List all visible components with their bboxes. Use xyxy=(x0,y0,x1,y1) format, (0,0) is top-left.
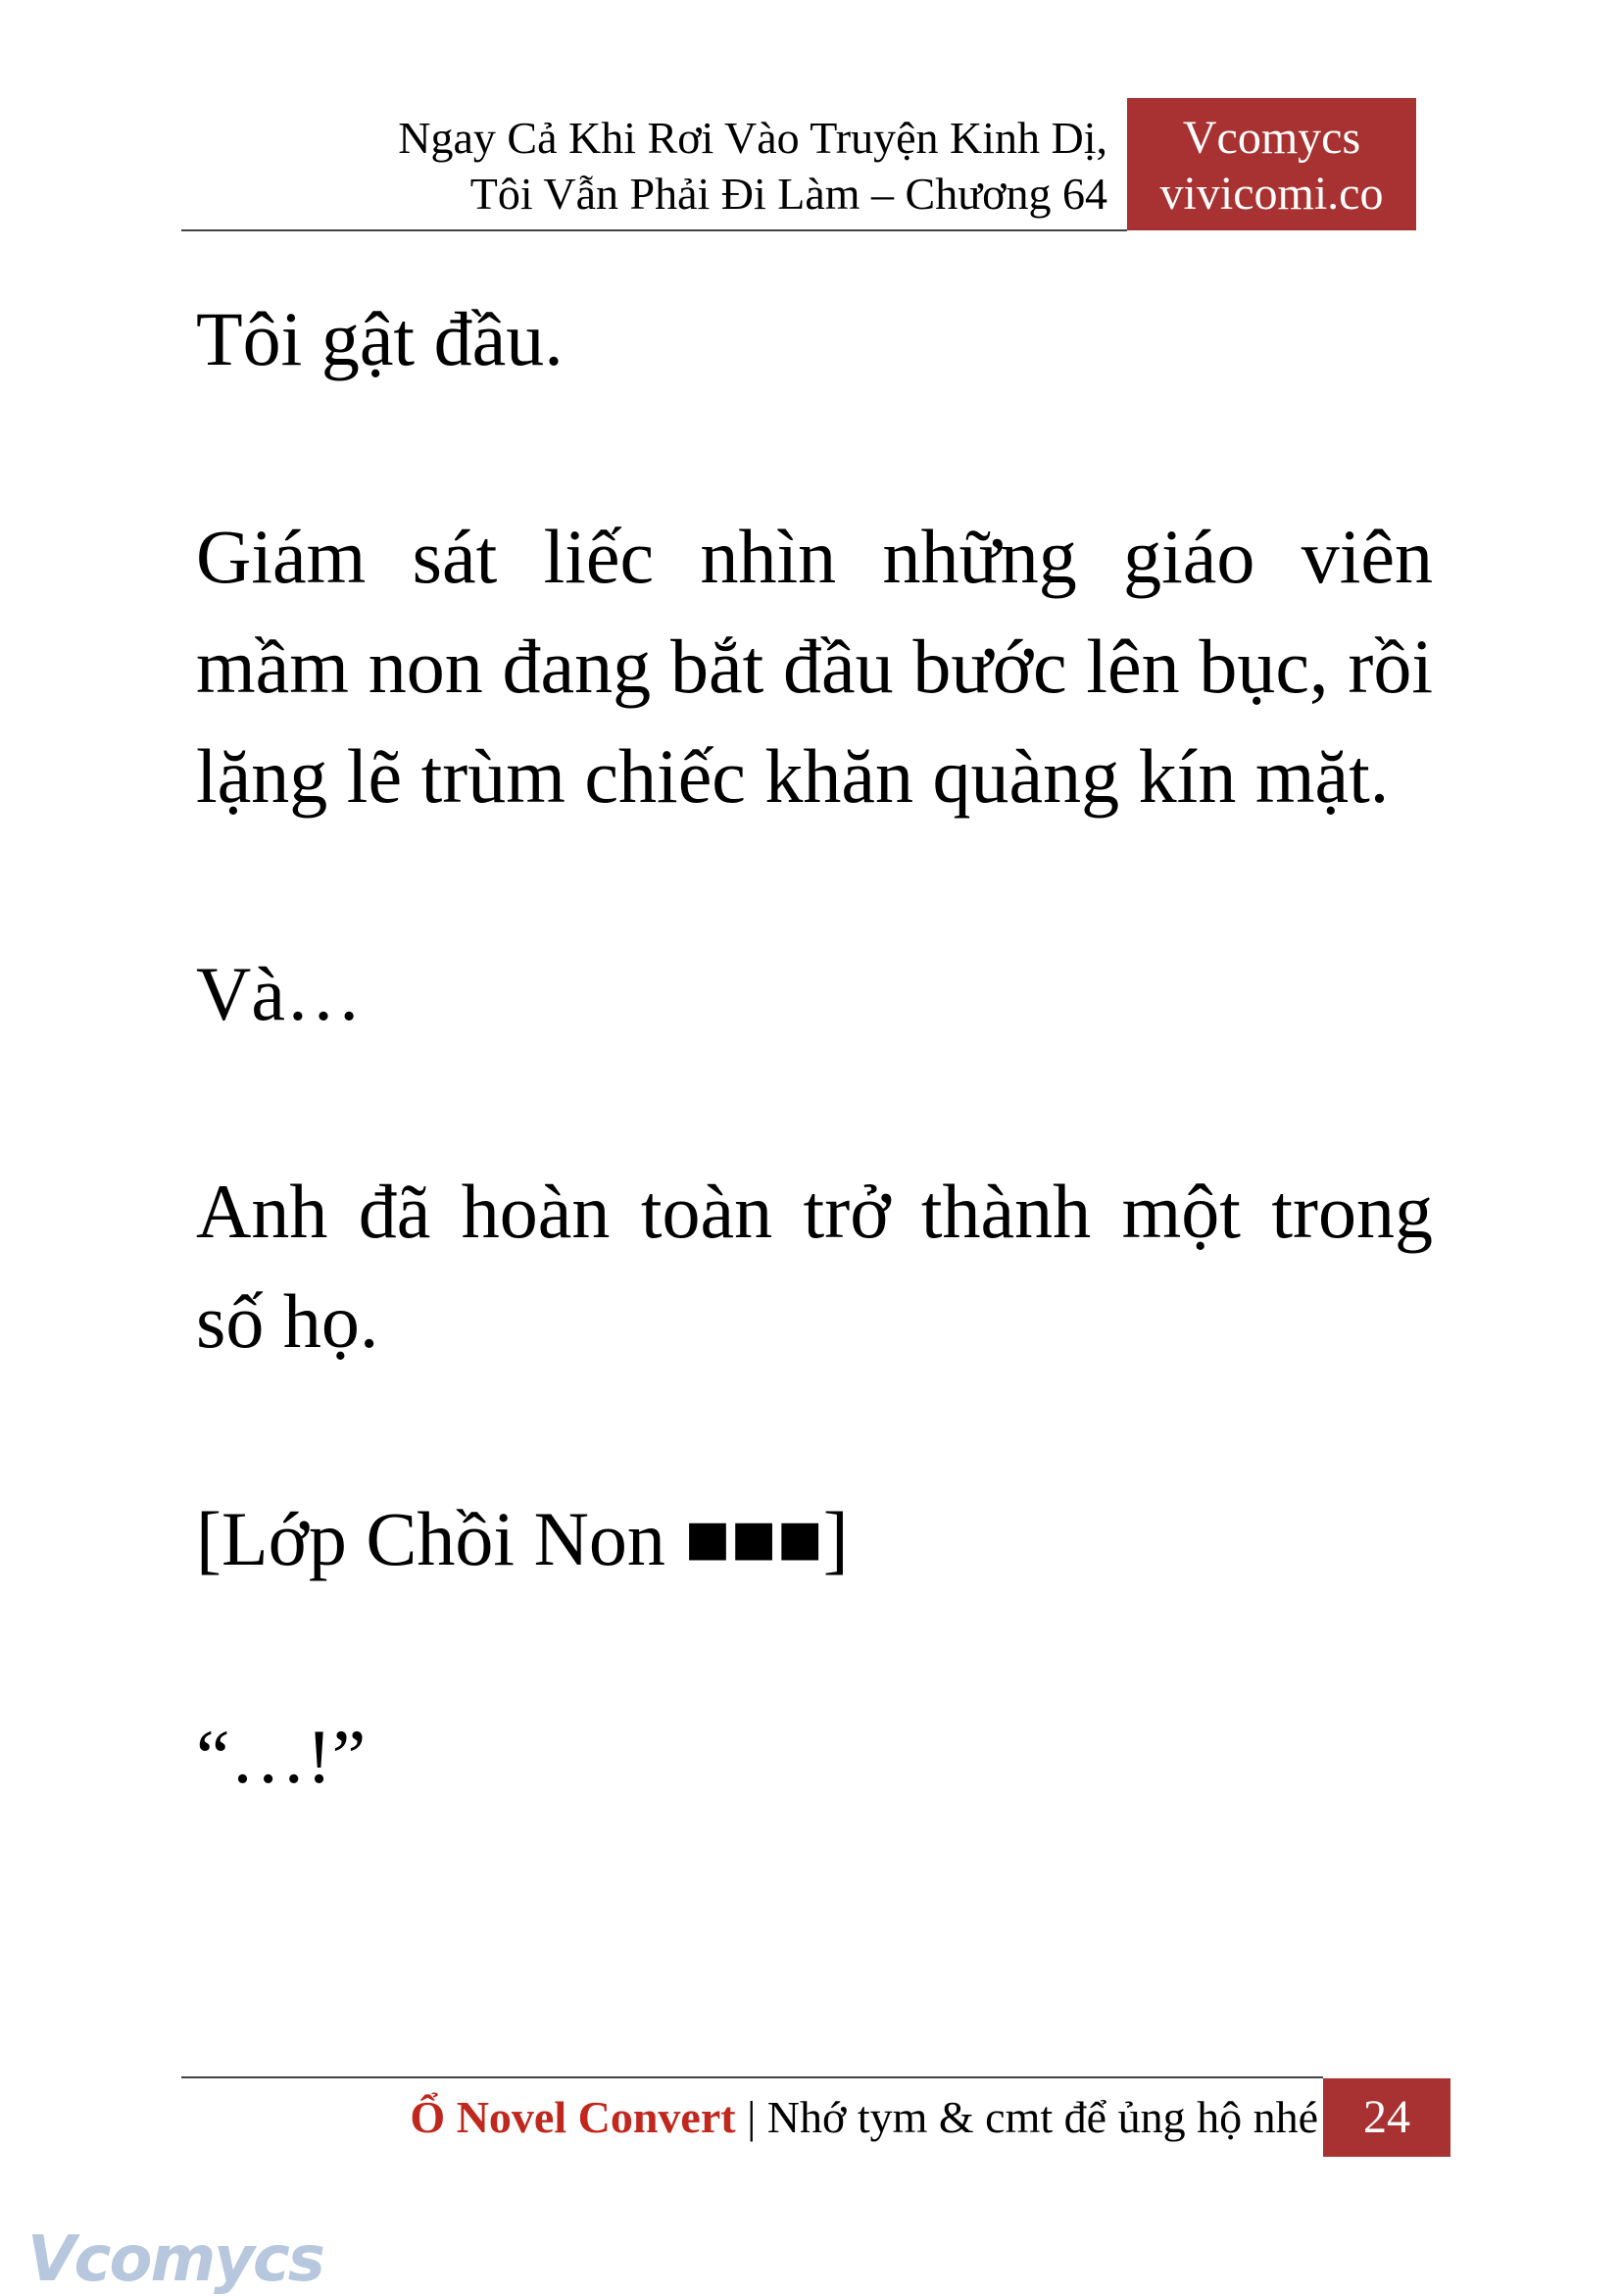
footer-text xyxy=(410,2090,1318,2145)
paragraph: “…!” xyxy=(196,1714,367,1799)
page-footer xyxy=(181,2078,1450,2157)
site-badge-name: Vcomycs xyxy=(1182,112,1361,164)
chapter-title-line-1: Ngay Cả Khi Rơi Vào Truyện Kinh Dị, xyxy=(398,113,1107,163)
paragraph: Anh đã hoàn toàn trở thành một trong số họ. xyxy=(196,1169,1433,1364)
chapter-title-line-2: Tôi Vẫn Phải Đi Làm – Chương 64 xyxy=(469,169,1107,219)
footer-brand: Ổ Novel Convert xyxy=(410,2092,736,2142)
site-badge-url: vivicomi.co xyxy=(1159,168,1384,220)
paragraph: Tôi gật đầu. xyxy=(196,296,564,381)
footer-separator: | xyxy=(735,2092,767,2142)
chapter-title xyxy=(398,110,1107,222)
footer-note: Nhớ tym & cmt để ủng hộ nhé xyxy=(766,2092,1318,2142)
site-badge xyxy=(1127,98,1416,230)
chapter-body xyxy=(196,284,1433,1920)
header-divider xyxy=(181,229,1127,231)
paragraph: Giám sát liếc nhìn những giáo viên mầm non đang bắt đầu bước lên bục, rồi lặng lẽ trùm chiếc khăn quàng kín mặt. xyxy=(196,514,1433,819)
watermark-logo: Vcomycs xyxy=(27,2223,323,2296)
paragraph: Và… xyxy=(196,951,362,1036)
paragraph: [Lớp Chồi Non ■■■] xyxy=(196,1496,849,1581)
page-number: 24 xyxy=(1323,2078,1450,2157)
page-header xyxy=(181,98,1416,230)
